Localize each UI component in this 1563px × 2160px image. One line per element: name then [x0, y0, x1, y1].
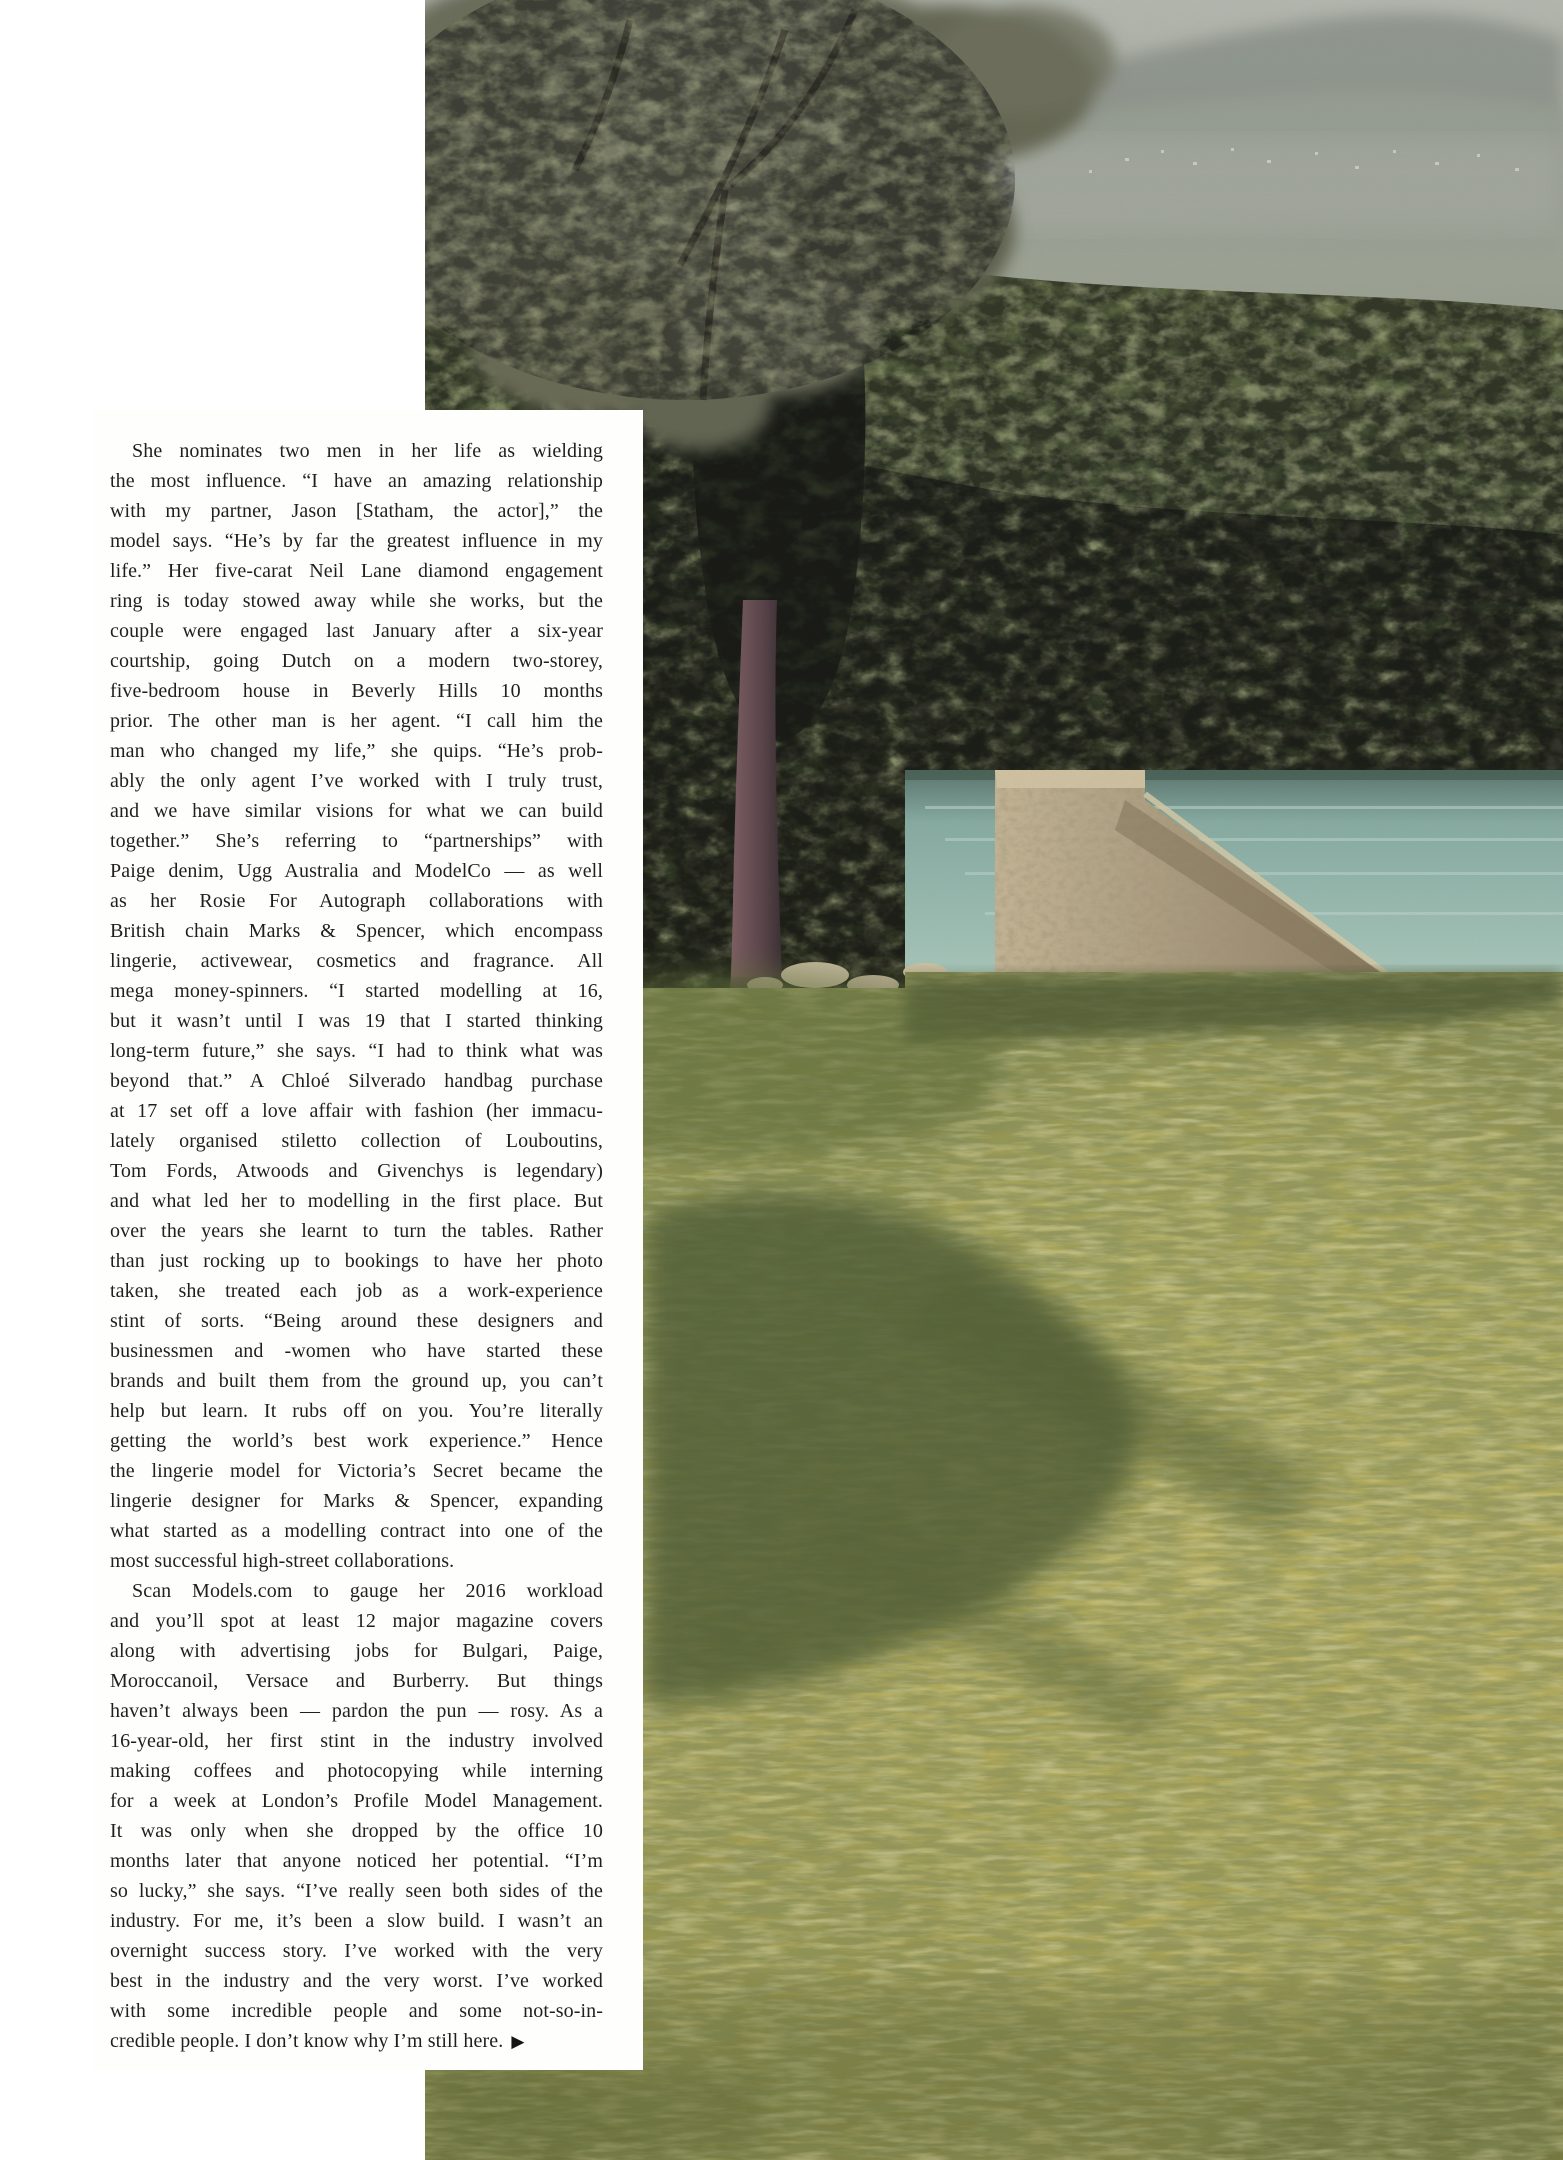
- text-line: together.” She’s referring to “partnerships” with: [110, 830, 603, 852]
- text-line: lingerie, activewear, cosmetics and fragrance. All: [110, 950, 603, 972]
- text-line: along with advertising jobs for Bulgari, Paige,: [110, 1640, 603, 1662]
- text-line: businessmen and -women who have started these: [110, 1340, 603, 1362]
- text-line: lingerie designer for Marks & Spencer, expanding: [110, 1490, 603, 1512]
- text-line: Tom Fords, Atwoods and Givenchys is legendary): [110, 1160, 603, 1182]
- text-line: with my partner, Jason [Statham, the actor],” the: [110, 500, 603, 522]
- text-line: the most influence. “I have an amazing relationship: [110, 470, 603, 492]
- text-line: than just rocking up to bookings to have her photo: [110, 1250, 603, 1272]
- text-line: model says. “He’s by far the greatest influence in my: [110, 530, 603, 552]
- text-line: Moroccanoil, Versace and Burberry. But things: [110, 1670, 603, 1692]
- text-line: for a week at London’s Profile Model Management.: [110, 1790, 603, 1812]
- text-line: ably the only agent I’ve worked with I truly trust,: [110, 770, 603, 792]
- text-line: with some incredible people and some not-so-in-: [110, 2000, 603, 2022]
- text-line: and we have similar visions for what we can build: [110, 800, 603, 822]
- text-line: man who changed my life,” she quips. “He’s prob-: [110, 740, 603, 762]
- text-line: and what led her to modelling in the first place. But: [110, 1190, 603, 1212]
- text-line: mega money-spinners. “I started modelling at 16,: [110, 980, 603, 1002]
- text-line: brands and built them from the ground up, you can’t: [110, 1370, 603, 1392]
- text-line: months later that anyone noticed her potential. “I’m: [110, 1850, 603, 1872]
- text-line: the lingerie model for Victoria’s Secret became the: [110, 1460, 603, 1482]
- text-line: haven’t always been — pardon the pun — rosy. As a: [110, 1700, 603, 1722]
- text-line: Paige denim, Ugg Australia and ModelCo — as well: [110, 860, 603, 882]
- text-line: industry. For me, it’s been a slow build. I wasn’t an: [110, 1910, 603, 1932]
- text-line: and you’ll spot at least 12 major magazine covers: [110, 1610, 603, 1632]
- text-line: It was only when she dropped by the office 10: [110, 1820, 603, 1842]
- text-line: courtship, going Dutch on a modern two-storey,: [110, 650, 603, 672]
- text-line: British chain Marks & Spencer, which encompass: [110, 920, 603, 942]
- continuation-arrow-icon: ▶: [511, 2032, 525, 2052]
- text-line: what started as a modelling contract into one of the: [110, 1520, 603, 1542]
- text-line: so lucky,” she says. “I’ve really seen both sides of the: [110, 1880, 603, 1902]
- text-line: life.” Her five-carat Neil Lane diamond engagement: [110, 560, 603, 582]
- text-line: taken, she treated each job as a work-experience: [110, 1280, 603, 1302]
- text-line: help but learn. It rubs off on you. You’re literally: [110, 1400, 603, 1422]
- text-line: as her Rosie For Autograph collaborations with: [110, 890, 603, 912]
- article-text-column: [92, 410, 643, 2070]
- text-line: at 17 set off a love affair with fashion (her immacu-: [110, 1100, 603, 1122]
- text-line: over the years she learnt to turn the tables. Rather: [110, 1220, 603, 1242]
- text-line: 16-year-old, her first stint in the industry involved: [110, 1730, 603, 1752]
- text-line: overnight success story. I’ve worked with the very: [110, 1940, 603, 1962]
- text-line: five-bedroom house in Beverly Hills 10 months: [110, 680, 603, 702]
- text-line: lately organised stiletto collection of Louboutins,: [110, 1130, 603, 1152]
- text-line: making coffees and photocopying while interning: [110, 1760, 603, 1782]
- text-line: best in the industry and the very worst. I’ve worked: [110, 1970, 603, 1992]
- text-line: Scan Models.com to gauge her 2016 workload: [132, 1580, 603, 1602]
- text-line: long-term future,” she says. “I had to think what was: [110, 1040, 603, 1062]
- text-line: but it wasn’t until I was 19 that I started thinking: [110, 1010, 603, 1032]
- text-line: stint of sorts. “Being around these designers and: [110, 1310, 603, 1332]
- text-line: She nominates two men in her life as wielding: [132, 440, 603, 462]
- text-line: couple were engaged last January after a six-year: [110, 620, 603, 642]
- text-line: most successful high-street collaborations.: [110, 1550, 455, 1572]
- article-paragraphs: [110, 436, 603, 2056]
- text-line: prior. The other man is her agent. “I call him the: [110, 710, 603, 732]
- text-line: ring is today stowed away while she works, but the: [110, 590, 603, 612]
- text-line: getting the world’s best work experience.” Hence: [110, 1430, 603, 1452]
- text-line: credible people. I don’t know why I’m still here. ▶: [110, 2030, 525, 2052]
- text-line: beyond that.” A Chloé Silverado handbag purchase: [110, 1070, 603, 1092]
